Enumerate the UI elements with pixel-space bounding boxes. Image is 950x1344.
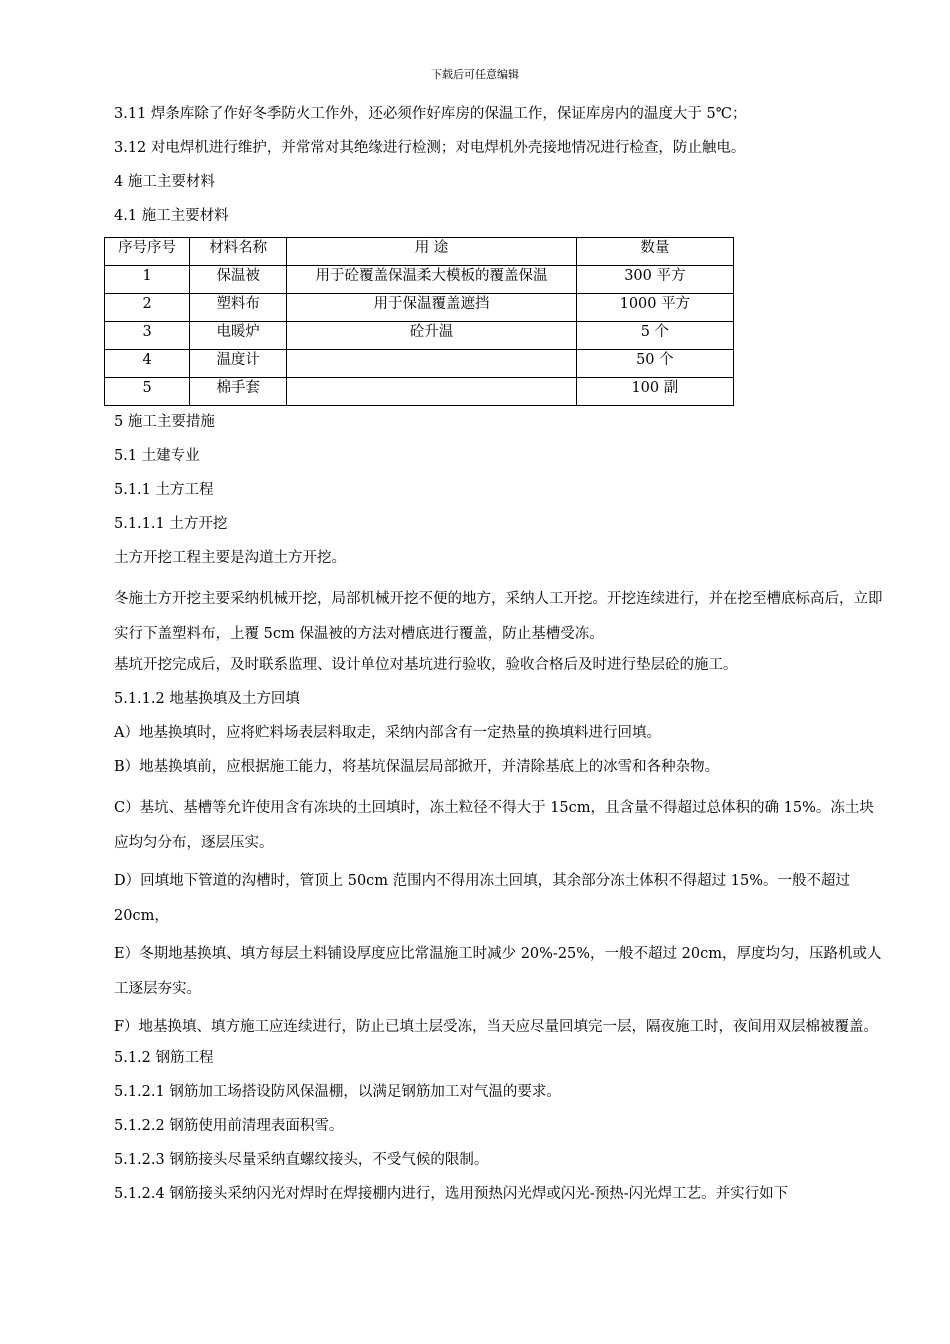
table-cell: 300 平方	[576, 266, 733, 294]
paragraph: 3.12 对电焊机进行维护，并常常对其绝缘进行检测；对电焊机外壳接地情况进行检查，防止触电。	[114, 140, 746, 156]
paragraph: 5.1.2.2 钢筋使用前清理表面积雪。	[114, 1118, 344, 1134]
table-row	[105, 266, 734, 294]
paragraph: 冬施土方开挖主要采纳机械开挖，局部机械开挖不便的地方，采纳人工开挖。开挖连续进行，并在挖至槽底标高后，立即实行下盖塑料布，上覆 5cm 保温被的方法对槽底进行覆盖，防止基槽受冻。	[114, 591, 883, 642]
paragraph: 5.1.2 钢筋工程	[114, 1050, 214, 1066]
table-header-row	[105, 238, 734, 266]
table-cell	[287, 378, 576, 406]
table-header-cell: 材料名称	[190, 238, 287, 266]
paragraph: F）地基换填、填方施工应连续进行，防止已填土层受冻，当天应尽量回填完一层，隔夜施工时，夜间用双层棉被覆盖。	[114, 1019, 879, 1035]
paragraph: 5.1.2.3 钢筋接头尽量采纳直螺纹接头，不受气候的限制。	[114, 1152, 489, 1168]
table-cell	[287, 350, 576, 378]
materials-table	[104, 237, 734, 406]
paragraph: 5.1.2.1 钢筋加工场搭设防风保温棚，以满足钢筋加工对气温的要求。	[114, 1084, 561, 1100]
table-header-cell: 用 途	[287, 238, 576, 266]
table-header-cell: 序号序号	[105, 238, 190, 266]
table-row	[105, 350, 734, 378]
table-cell: 5 个	[576, 322, 733, 350]
paragraph: 5.1.2.4 钢筋接头采纳闪光对焊时在焊接棚内进行，选用预热闪光焊或闪光-预热-闪光焊工艺。并实行如下	[114, 1186, 789, 1202]
paragraph: E）冬期地基换填、填方每层土料铺设厚度应比常温施工时减少 20%-25%，一般不超过 20cm，厚度均匀，压路机或人工逐层夯实。	[114, 946, 882, 997]
paragraph: 土方开挖工程主要是沟道土方开挖。	[114, 550, 346, 566]
table-cell: 1	[105, 266, 190, 294]
paragraph: D）回填地下管道的沟槽时，管顶上 50cm 范围内不得用冻土回填，其余部分冻土体积不得超过 15%。一般不超过 20cm，	[114, 873, 850, 924]
table-cell: 4	[105, 350, 190, 378]
table-cell: 2	[105, 294, 190, 322]
table-cell: 塑料布	[190, 294, 287, 322]
paragraph: 5.1.1.1 土方开挖	[114, 516, 228, 532]
page-header: 下载后可任意编辑	[431, 68, 519, 81]
table-header-cell: 数量	[576, 238, 733, 266]
paragraph: 基坑开挖完成后，及时联系监理、设计单位对基坑进行验收，验收合格后及时进行垫层砼的施工。	[114, 657, 738, 673]
paragraph: 5.1 土建专业	[114, 448, 200, 464]
table-cell: 1000 平方	[576, 294, 733, 322]
table-cell: 保温被	[190, 266, 287, 294]
paragraph: 3.11 焊条库除了作好冬季防火工作外，还必须作好库房的保温工作，保证库房内的温度大于 5℃；	[114, 106, 747, 122]
document-body	[114, 104, 884, 1218]
section-heading: 4 施工主要材料	[114, 174, 215, 190]
paragraph: A）地基换填时，应将贮料场表层料取走，采纳内部含有一定热量的换填料进行回填。	[114, 725, 661, 741]
paragraph: 5.1.1 土方工程	[114, 482, 214, 498]
paragraph: B）地基换填前，应根据施工能力，将基坑保温层局部掀开，并清除基底上的冰雪和各种杂物。	[114, 759, 720, 775]
table-cell: 棉手套	[190, 378, 287, 406]
table-cell: 100 副	[576, 378, 733, 406]
paragraph: C）基坑、基槽等允许使用含有冻块的土回填时，冻土粒径不得大于 15cm，且含量不得超过总体积的确 15%。冻土块应均匀分布，逐层压实。	[114, 800, 874, 851]
table-cell: 用于保温覆盖遮挡	[287, 294, 576, 322]
table-cell: 5	[105, 378, 190, 406]
table-cell: 3	[105, 322, 190, 350]
table-row	[105, 378, 734, 406]
paragraph: 5 施工主要措施	[114, 414, 215, 430]
section-heading: 4.1 施工主要材料	[114, 208, 229, 224]
table-cell: 砼升温	[287, 322, 576, 350]
table-cell: 温度计	[190, 350, 287, 378]
table-cell: 用于砼覆盖保温柔大模板的覆盖保温	[287, 266, 576, 294]
table-row	[105, 294, 734, 322]
paragraph: 5.1.1.2 地基换填及土方回填	[114, 691, 300, 707]
table-row	[105, 322, 734, 350]
body-paragraphs	[114, 412, 884, 1205]
table-cell: 50 个	[576, 350, 733, 378]
table-cell: 电暖炉	[190, 322, 287, 350]
